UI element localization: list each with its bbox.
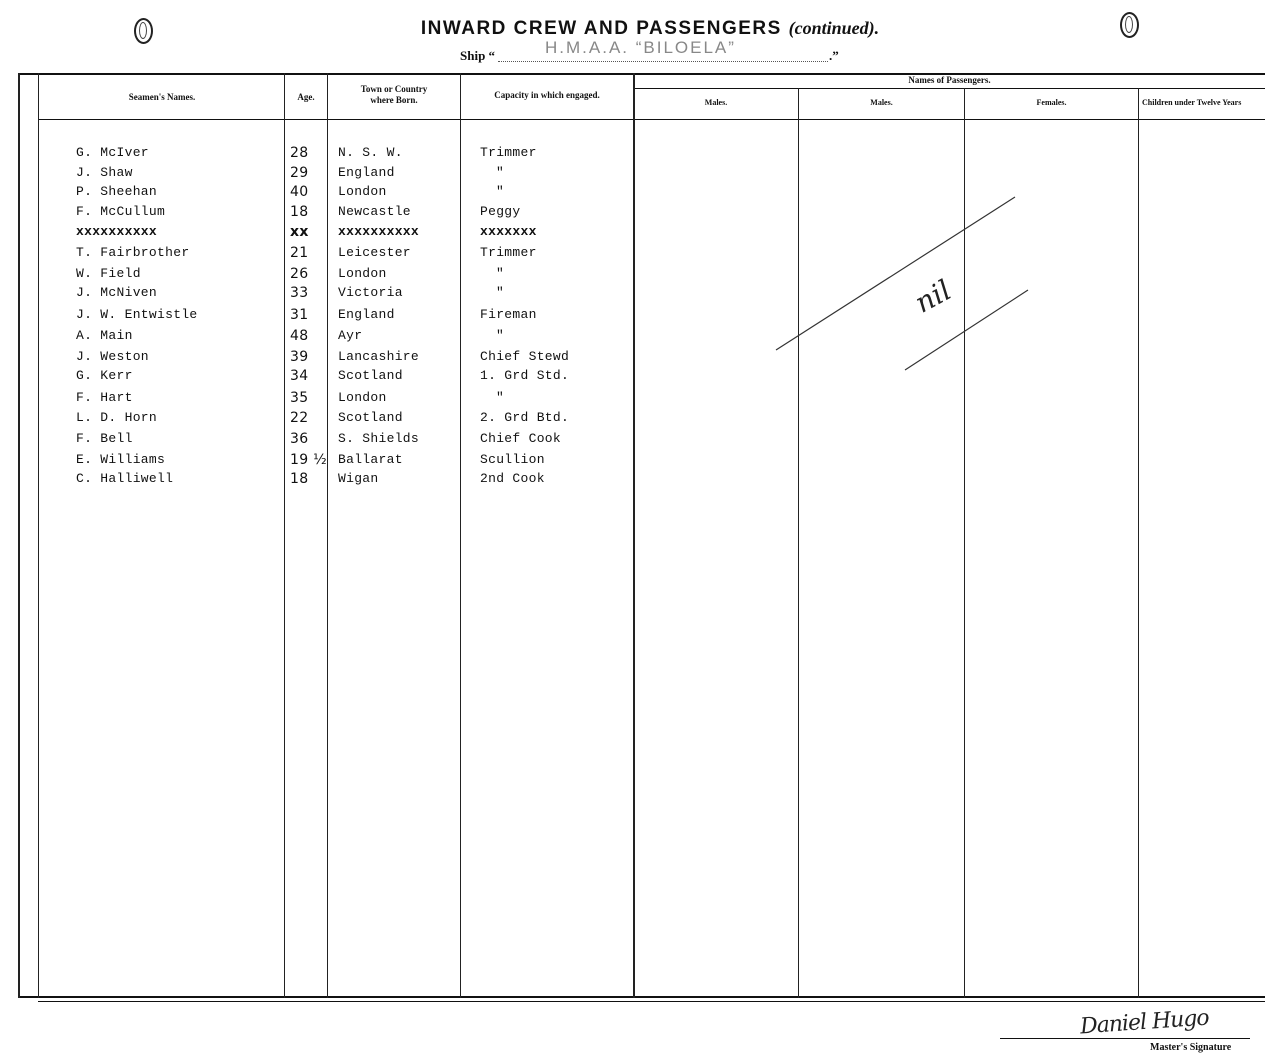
cell-capacity: 2nd Cook xyxy=(480,471,545,486)
cell-capacity: Scullion xyxy=(480,452,545,467)
cell-age: 31 xyxy=(290,307,309,323)
master-signature: Daniel Hugo xyxy=(1079,1005,1210,1040)
header-town-born-line1: Town or Country xyxy=(360,84,428,94)
cell-age: 36 xyxy=(290,431,309,447)
cell-town-born: N. S. W. xyxy=(338,145,403,160)
cell-capacity: Fireman xyxy=(480,307,537,322)
header-age: Age. xyxy=(297,92,315,102)
column-line-children xyxy=(1138,88,1139,998)
cell-age: 28 xyxy=(290,145,309,161)
cell-capacity: " xyxy=(496,390,505,405)
cell-town-born: Scotland xyxy=(338,410,403,425)
header-females: Females. xyxy=(1036,98,1067,107)
cell-seaman-name: T. Fairbrother xyxy=(76,245,190,260)
cell-seaman-name: A. Main xyxy=(76,328,133,343)
cell-town-born: Leicester xyxy=(338,245,411,260)
cell-age: 39 xyxy=(290,349,309,365)
cell-capacity: " xyxy=(496,285,505,300)
header-males-2: Males. xyxy=(870,98,893,107)
header-bottom-border xyxy=(38,119,1265,120)
cell-age: 48 xyxy=(290,328,309,344)
cell-capacity: Trimmer xyxy=(480,245,537,260)
ship-dotted-line xyxy=(498,61,828,62)
cell-age: 29 xyxy=(290,165,309,181)
cell-seaman-name: F. Hart xyxy=(76,390,133,405)
cell-town-born: London xyxy=(338,266,387,281)
title-text: INWARD CREW AND PASSENGERS xyxy=(420,18,782,39)
column-line-capacity xyxy=(460,73,461,998)
cell-capacity: 2. Grd Btd. xyxy=(480,410,570,425)
cell-age: 40 xyxy=(290,184,309,200)
ship-name: H.M.A.A. “BILOELA” xyxy=(545,38,736,57)
cell-age: xx xyxy=(290,224,309,240)
cell-town-born: London xyxy=(338,184,387,199)
cell-seaman-name: F. McCullum xyxy=(76,204,166,219)
cell-town-born: xxxxxxxxxx xyxy=(338,224,420,239)
signature-label: Master's Signature xyxy=(1150,1042,1232,1053)
cell-town-born: London xyxy=(338,390,387,405)
signature-line xyxy=(1000,1038,1250,1039)
table-bottom-border xyxy=(18,996,1265,998)
header-capacity: Capacity in which engaged. xyxy=(494,90,600,100)
header-children: Children under Twelve Years xyxy=(1142,98,1242,107)
cell-seaman-name: E. Williams xyxy=(76,452,166,467)
annotation-strike-marks xyxy=(760,180,1050,380)
annotation-nil: nil xyxy=(909,273,957,320)
cell-capacity: " xyxy=(496,328,505,343)
header-males-1: Males. xyxy=(704,98,728,107)
cell-town-born: Newcastle xyxy=(338,204,411,219)
header-town-born-line2: where Born. xyxy=(370,95,418,105)
cell-town-born: Ballarat xyxy=(338,452,403,467)
cell-age: 18 xyxy=(290,471,309,487)
cell-capacity: " xyxy=(496,184,505,199)
column-line-passengers xyxy=(633,73,635,998)
header-seamen-names: Seamen's Names. xyxy=(128,92,196,102)
cell-capacity: xxxxxxx xyxy=(480,224,537,239)
cell-town-born: S. Shields xyxy=(338,431,420,446)
header-passengers: Names of Passengers. xyxy=(908,75,991,85)
cell-seaman-name: xxxxxxxxxx xyxy=(76,224,158,239)
column-line-names-left xyxy=(38,73,39,998)
cell-age: 19 ½ xyxy=(290,452,328,468)
cell-seaman-name: J. Weston xyxy=(76,349,149,364)
cell-town-born: Ayr xyxy=(338,328,363,343)
cell-town-born: Victoria xyxy=(338,285,403,300)
cell-seaman-name: W. Field xyxy=(76,266,141,281)
cell-capacity: Chief Cook xyxy=(480,431,562,446)
cell-age: 33 xyxy=(290,285,309,301)
cell-capacity: Peggy xyxy=(480,204,521,219)
cell-capacity: " xyxy=(496,165,505,180)
ship-label: Ship “ xyxy=(460,48,496,63)
title-suffix: (continued). xyxy=(788,18,880,38)
cell-seaman-name: C. Halliwell xyxy=(76,471,174,486)
page-title xyxy=(0,18,1265,40)
cell-age: 18 xyxy=(290,204,309,220)
cell-town-born: England xyxy=(338,165,395,180)
cell-age: 26 xyxy=(290,266,309,282)
table-bottom-inner-border xyxy=(38,1001,1265,1002)
header-town-born xyxy=(328,84,460,106)
cell-seaman-name: F. Bell xyxy=(76,431,133,446)
cell-seaman-name: G. Kerr xyxy=(76,368,133,383)
cell-age: 34 xyxy=(290,368,309,384)
cell-seaman-name: J. Shaw xyxy=(76,165,133,180)
cell-age: 22 xyxy=(290,410,309,426)
cell-age: 35 xyxy=(290,390,309,406)
passenger-header-divider xyxy=(634,88,1265,89)
cell-town-born: Wigan xyxy=(338,471,379,486)
annotation-line-upper xyxy=(776,197,1015,350)
cell-seaman-name: J. W. Entwistle xyxy=(76,307,198,322)
cell-seaman-name: P. Sheehan xyxy=(76,184,158,199)
cell-capacity: " xyxy=(496,266,505,281)
column-line-age xyxy=(284,73,285,998)
cell-town-born: Scotland xyxy=(338,368,403,383)
cell-capacity: 1. Grd Std. xyxy=(480,368,570,383)
cell-town-born: England xyxy=(338,307,395,322)
column-line-town xyxy=(327,73,328,998)
cell-seaman-name: G. McIver xyxy=(76,145,149,160)
cell-capacity: Chief Stewd xyxy=(480,349,570,364)
cell-seaman-name: L. D. Horn xyxy=(76,410,158,425)
cell-town-born: Lancashire xyxy=(338,349,420,364)
cell-capacity: Trimmer xyxy=(480,145,537,160)
ship-close-quote: .” xyxy=(829,48,839,63)
column-line-left xyxy=(18,73,20,998)
cell-age: 21 xyxy=(290,245,309,261)
cell-seaman-name: J. McNiven xyxy=(76,285,158,300)
